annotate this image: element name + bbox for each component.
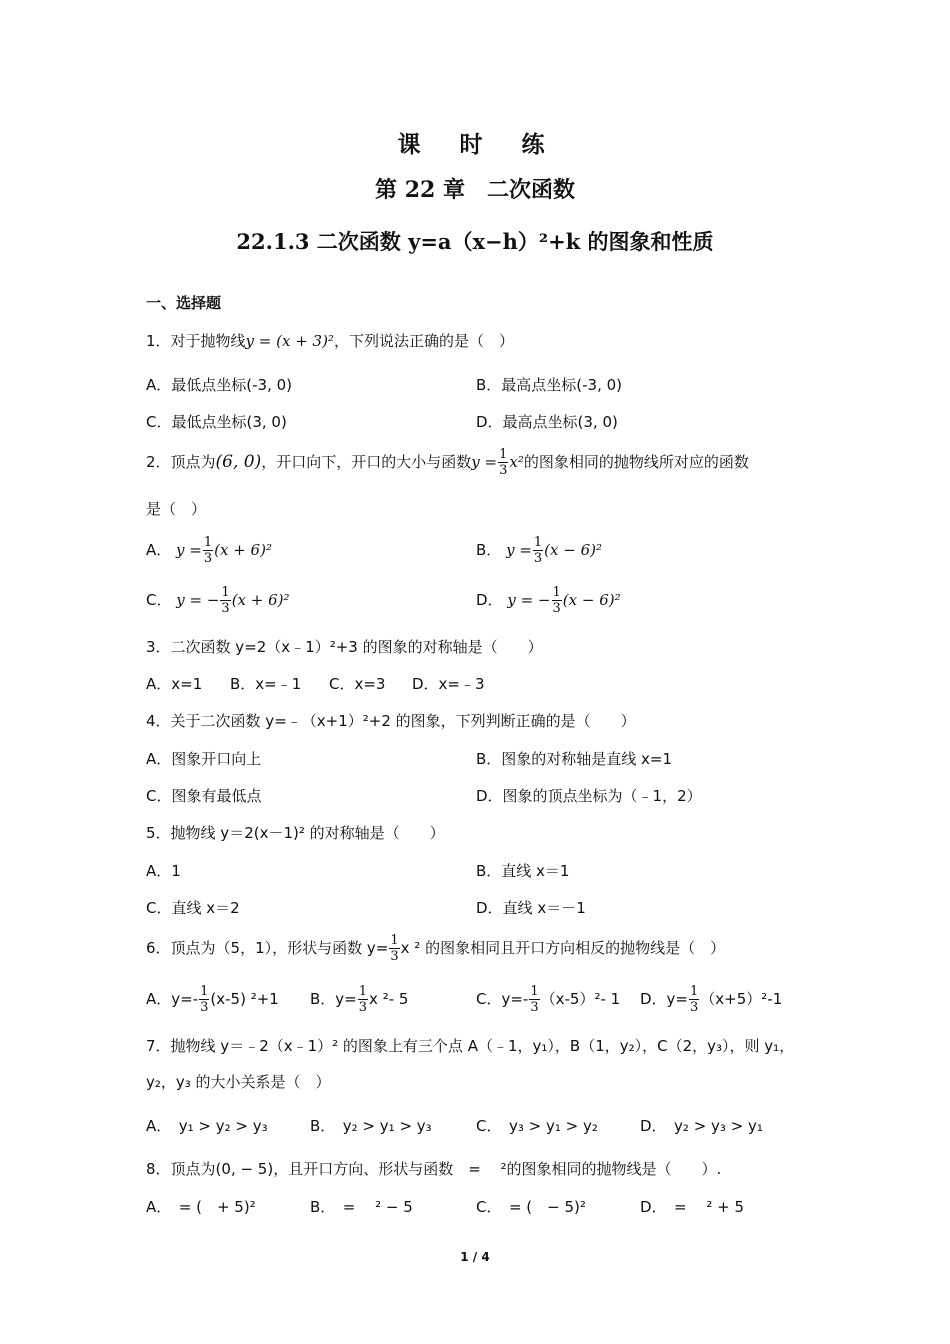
q8-option-a: A． = ( + 5)² <box>146 1198 256 1216</box>
q5-option-b: B．直线 x＝1 <box>476 862 570 880</box>
q2-option-d: D． y = − $\frac{1}{3}$ (x − 6)² <box>476 585 621 616</box>
page-number: 1 / 4 <box>460 1250 490 1264</box>
question-5: 5．抛物线 y＝2(x－1)² 的对称轴是（ ） <box>146 824 445 842</box>
q8-option-c: C． = ( − 5)² <box>476 1198 586 1216</box>
q6-option-c: C．y=- $\frac{1}{3}$ （x-5）²- 1 <box>476 984 621 1015</box>
q2-option-b: B． y = $\frac{1}{3}$ (x − 6)² <box>476 535 602 566</box>
q6-option-d: D．y= $\frac{1}{3}$ （x+5）²-1 <box>640 984 783 1015</box>
q6-option-b: B．y= $\frac{1}{3}$ x ²- 5 <box>310 984 409 1015</box>
q1-option-c: C．最低点坐标(3, 0) <box>146 413 287 431</box>
q2-option-c: C． y = − $\frac{1}{3}$ (x + 6)² <box>146 585 290 616</box>
q7-option-b: B． y₂ > y₁ > y₃ <box>310 1117 432 1135</box>
q1-option-d: D．最高点坐标(3, 0) <box>476 413 618 431</box>
q3-option-d: D．x=﹣3 <box>412 675 485 693</box>
question-3: 3．二次函数 y=2（x﹣1）²+3 的图象的对称轴是（ ） <box>146 638 543 656</box>
q4-option-d: D．图象的顶点坐标为（﹣1，2） <box>476 787 702 805</box>
q4-option-b: B．图象的对称轴是直线 x=1 <box>476 750 673 768</box>
q1-option-a: A．最低点坐标(-3, 0) <box>146 376 293 394</box>
question-4: 4．关于二次函数 y=﹣（x+1）²+2 的图象，下列判断正确的是（ ） <box>146 712 636 730</box>
q8-option-d: D． = ² + 5 <box>640 1198 745 1216</box>
question-7-cont: y₂，y₃ 的大小关系是（ ） <box>146 1073 331 1091</box>
title-course: 课 时 练 <box>397 131 553 158</box>
q4-option-c: C．图象有最低点 <box>146 787 262 805</box>
question-2-cont: 是（ ） <box>146 500 207 518</box>
q7-option-a: A． y₁ > y₂ > y₃ <box>146 1117 268 1135</box>
question-1: 1．对于抛物线y = (x + 3)²，下列说法正确的是（ ） <box>146 332 514 350</box>
q3-option-b: B．x=﹣1 <box>230 675 302 693</box>
q5-option-a: A．1 <box>146 862 181 880</box>
q5-option-d: D．直线 x＝－1 <box>476 899 586 917</box>
question-2: 2．顶点为(6, 0)，开口向下，开口的大小与函数y = $\frac{1}{3}$ x²的图象相同的抛物线所对应的函数 <box>146 447 749 478</box>
q2-option-a: A． y = $\frac{1}{3}$ (x + 6)² <box>146 535 272 566</box>
q1-option-b: B．最高点坐标(-3, 0) <box>476 376 623 394</box>
question-7: 7．抛物线 y＝﹣2（x﹣1）² 的图象上有三个点 A（﹣1，y₁），B（1，y₂），C（2，y₃），则 y₁， <box>146 1037 795 1055</box>
q3-option-c: C．x=3 <box>329 675 386 693</box>
q8-option-b: B． = ² − 5 <box>310 1198 413 1216</box>
q7-option-c: C． y₃ > y₁ > y₂ <box>476 1117 598 1135</box>
section-heading: 一、选择题 <box>146 294 222 312</box>
q6-option-a: A．y=- $\frac{1}{3}$ (x-5) ²+1 <box>146 984 279 1015</box>
q7-option-d: D． y₂ > y₃ > y₁ <box>640 1117 763 1135</box>
title-lesson: 22.1.3 二次函数 y=a（x−h）²+k 的图象和性质 <box>236 229 714 254</box>
q4-option-a: A．图象开口向上 <box>146 750 262 768</box>
question-8: 8．顶点为(0, − 5)，且开口方向、形状与函数 = ²的图象相同的抛物线是（ ）. <box>146 1160 722 1178</box>
q3-option-a: A．x=1 <box>146 675 203 693</box>
q5-option-c: C．直线 x＝2 <box>146 899 240 917</box>
title-chapter: 第 22 章 二次函数 <box>375 177 575 203</box>
fraction: $\frac{1}{3}$ <box>499 447 508 478</box>
question-6: 6．顶点为（5，1），形状与函数 y= $\frac{1}{3}$ x ² 的图象相同且开口方向相反的抛物线是（ ） <box>146 933 726 964</box>
